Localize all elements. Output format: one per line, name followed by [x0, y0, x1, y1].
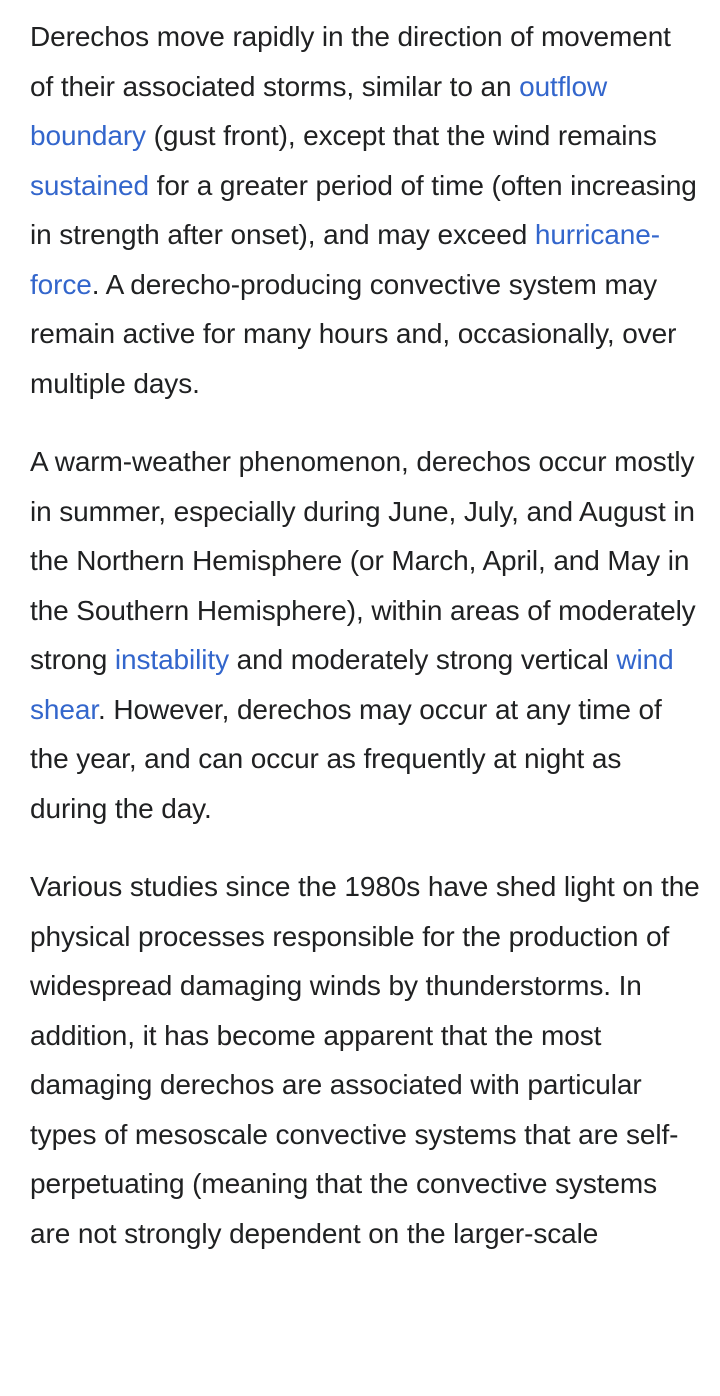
text-segment: Various studies since the 1980s have shed light on the physical processes responsible for the production of widespread damaging winds by thunderstorms. In addition, it has become apparent that the most damaging derechos are associated with particular types of mesoscale convective systems that are self-perpetuating (meaning that the convective systems are not strongly dependent on the larger-scale	[30, 871, 700, 1249]
link-outflow-boundary[interactable]: outflow boundary	[30, 70, 608, 151]
text-segment: A warm-weather phenomenon, derechos occur mostly in summer, especially during June, July, and August in the Northern Hemisphere (or March, April, and May in the Southern Hemisphere), within areas of moderately strong	[30, 446, 696, 675]
text-segment: (gust front), except that the wind remains	[145, 120, 657, 151]
article-body	[30, 12, 700, 1287]
link-wind-shear[interactable]: wind shear	[30, 644, 674, 725]
paragraph-1	[30, 12, 700, 408]
text-segment: and moderately strong vertical	[228, 644, 617, 675]
text-segment: . However, derechos may occur at any time of the year, and can occur as frequently at night as during the day.	[30, 693, 662, 824]
link-instability[interactable]: instability	[114, 644, 229, 675]
text-segment: Derechos move rapidly in the direction of movement of their associated storms, similar to an	[30, 21, 671, 102]
link-sustained[interactable]: sustained	[30, 169, 149, 201]
link-hurricane-force[interactable]: hurricane-force	[30, 219, 660, 300]
text-segment: . A derecho-producing convective system may remain active for many hours and, occasionally, over multiple days.	[30, 268, 677, 399]
paragraph-2	[30, 437, 700, 833]
text-segment: for a greater period of time (often increasing in strength after onset), and may exceed	[30, 169, 697, 250]
paragraph-3	[30, 862, 700, 1258]
